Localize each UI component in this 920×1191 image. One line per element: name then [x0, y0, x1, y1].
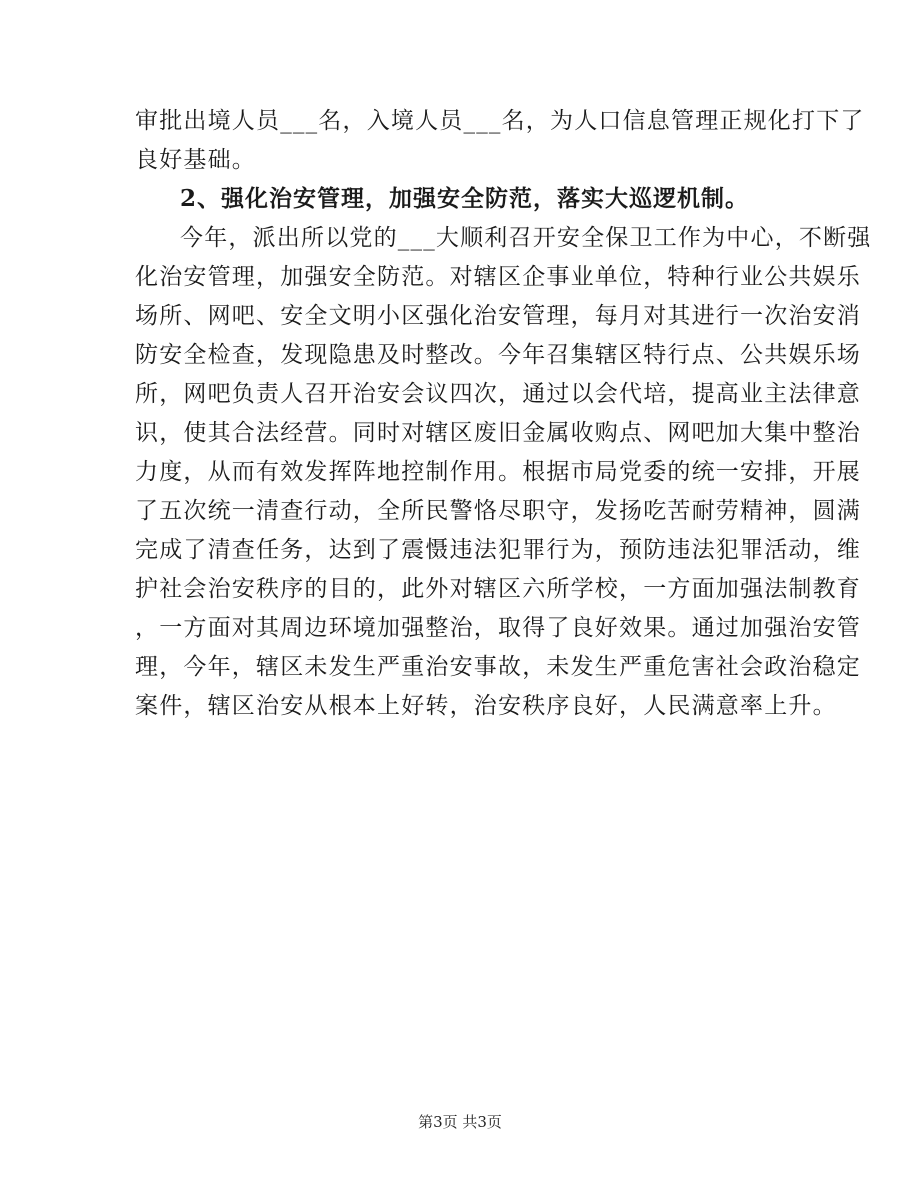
- intro-line: 审批出境人员___名，入境人员___名，为人口信息管理正规化打下了: [135, 108, 865, 134]
- body-line: 今年，派出所以党的___大顺利召开安全保卫工作为中心，不断强: [180, 225, 872, 251]
- body-line: 完成了清查任务，达到了震慑违法犯罪行为，预防违法犯罪活动，维: [135, 537, 861, 563]
- body-line: 所，网吧负责人召开治安会议四次，通过以会代培，提高业主法律意: [135, 381, 861, 407]
- body-line: 化治安管理，加强安全防范。对辖区企事业单位，特种行业公共娱乐: [135, 264, 861, 290]
- body-line: 案件，辖区治安从根本上好转，治安秩序良好，人民满意率上升。: [135, 693, 837, 719]
- page-number-footer: 第3页 共3页: [418, 1113, 502, 1131]
- intro-line: 良好基础。: [135, 147, 256, 173]
- body-line: 力度，从而有效发挥阵地控制作用。根据市局党委的统一安排，开展: [135, 459, 861, 485]
- body-line: 防安全检查，发现隐患及时整改。今年召集辖区特行点、公共娱乐场: [135, 342, 861, 368]
- body-line: 识，使其合法经营。同时对辖区废旧金属收购点、网吧加大集中整治: [135, 420, 861, 446]
- body-line: ，一方面对其周边环境加强整治，取得了良好效果。通过加强治安管: [135, 615, 861, 641]
- section-heading: 2、强化治安管理，加强安全防范，落实大巡逻机制。: [180, 185, 750, 212]
- body-line: 场所、网吧、安全文明小区强化治安管理，每月对其进行一次治安消: [135, 303, 861, 329]
- body-line: 了五次统一清查行动，全所民警恪尽职守，发扬吃苦耐劳精神，圆满: [135, 498, 861, 524]
- body-line: 护社会治安秩序的目的，此外对辖区六所学校，一方面加强法制教育: [135, 576, 861, 602]
- body-line: 理，今年，辖区未发生严重治安事故，未发生严重危害社会政治稳定: [135, 654, 861, 680]
